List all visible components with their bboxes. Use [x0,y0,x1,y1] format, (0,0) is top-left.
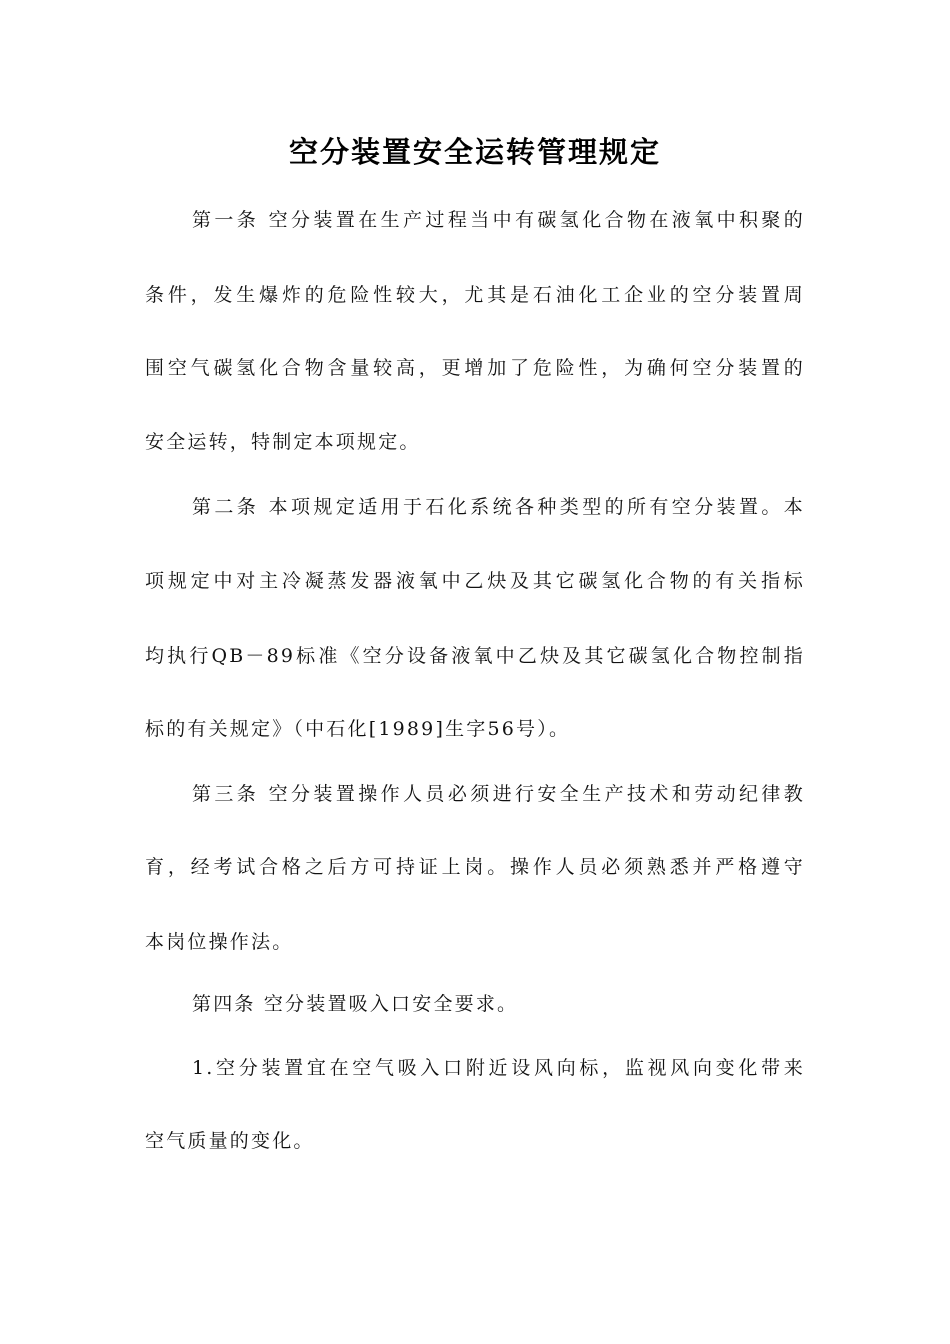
document-title: 空分装置安全运转管理规定 [288,135,661,169]
article-2-line-1: 第二条 本项规定适用于石化系统各种类型的所有空分装置。本 [192,496,805,518]
article-2-line-3: 均执行QB－89标准《空分设备液氧中乙炔及其它碳氢化合物控制指 [145,645,805,667]
article-4-heading: 第四条 空分装置吸入口安全要求。 [192,993,519,1015]
article-2-line-4: 标的有关规定》（中石化[1989]生字56号）。 [145,718,571,740]
article-3-line-3: 本岗位操作法。 [145,931,294,953]
article-3-line-1: 第三条 空分装置操作人员必须进行安全生产技术和劳动纪律教 [192,783,805,805]
article-3-line-2: 育，经考试合格之后方可持证上岗。操作人员必须熟悉并严格遵守 [145,856,805,878]
article-1-line-2: 条件，发生爆炸的危险性较大，尤其是石油化工企业的空分装置周 [145,284,805,306]
article-1-line-4: 安全运转，特制定本项规定。 [145,431,421,453]
article-1-line-3: 围空气碳氢化合物含量较高，更增加了危险性，为确何空分装置的 [145,357,805,379]
article-2-line-2: 项规定中对主冷凝蒸发器液氧中乙炔及其它碳氢化合物的有关指标 [145,570,805,592]
article-4-item-1-line-2: 空气质量的变化。 [145,1130,315,1152]
article-1-line-1: 第一条 空分装置在生产过程当中有碳氢化合物在液氧中积聚的 [192,209,805,231]
article-4-item-1-line-1: 1.空分装置宜在空气吸入口附近设风向标，监视风向变化带来 [192,1057,805,1079]
